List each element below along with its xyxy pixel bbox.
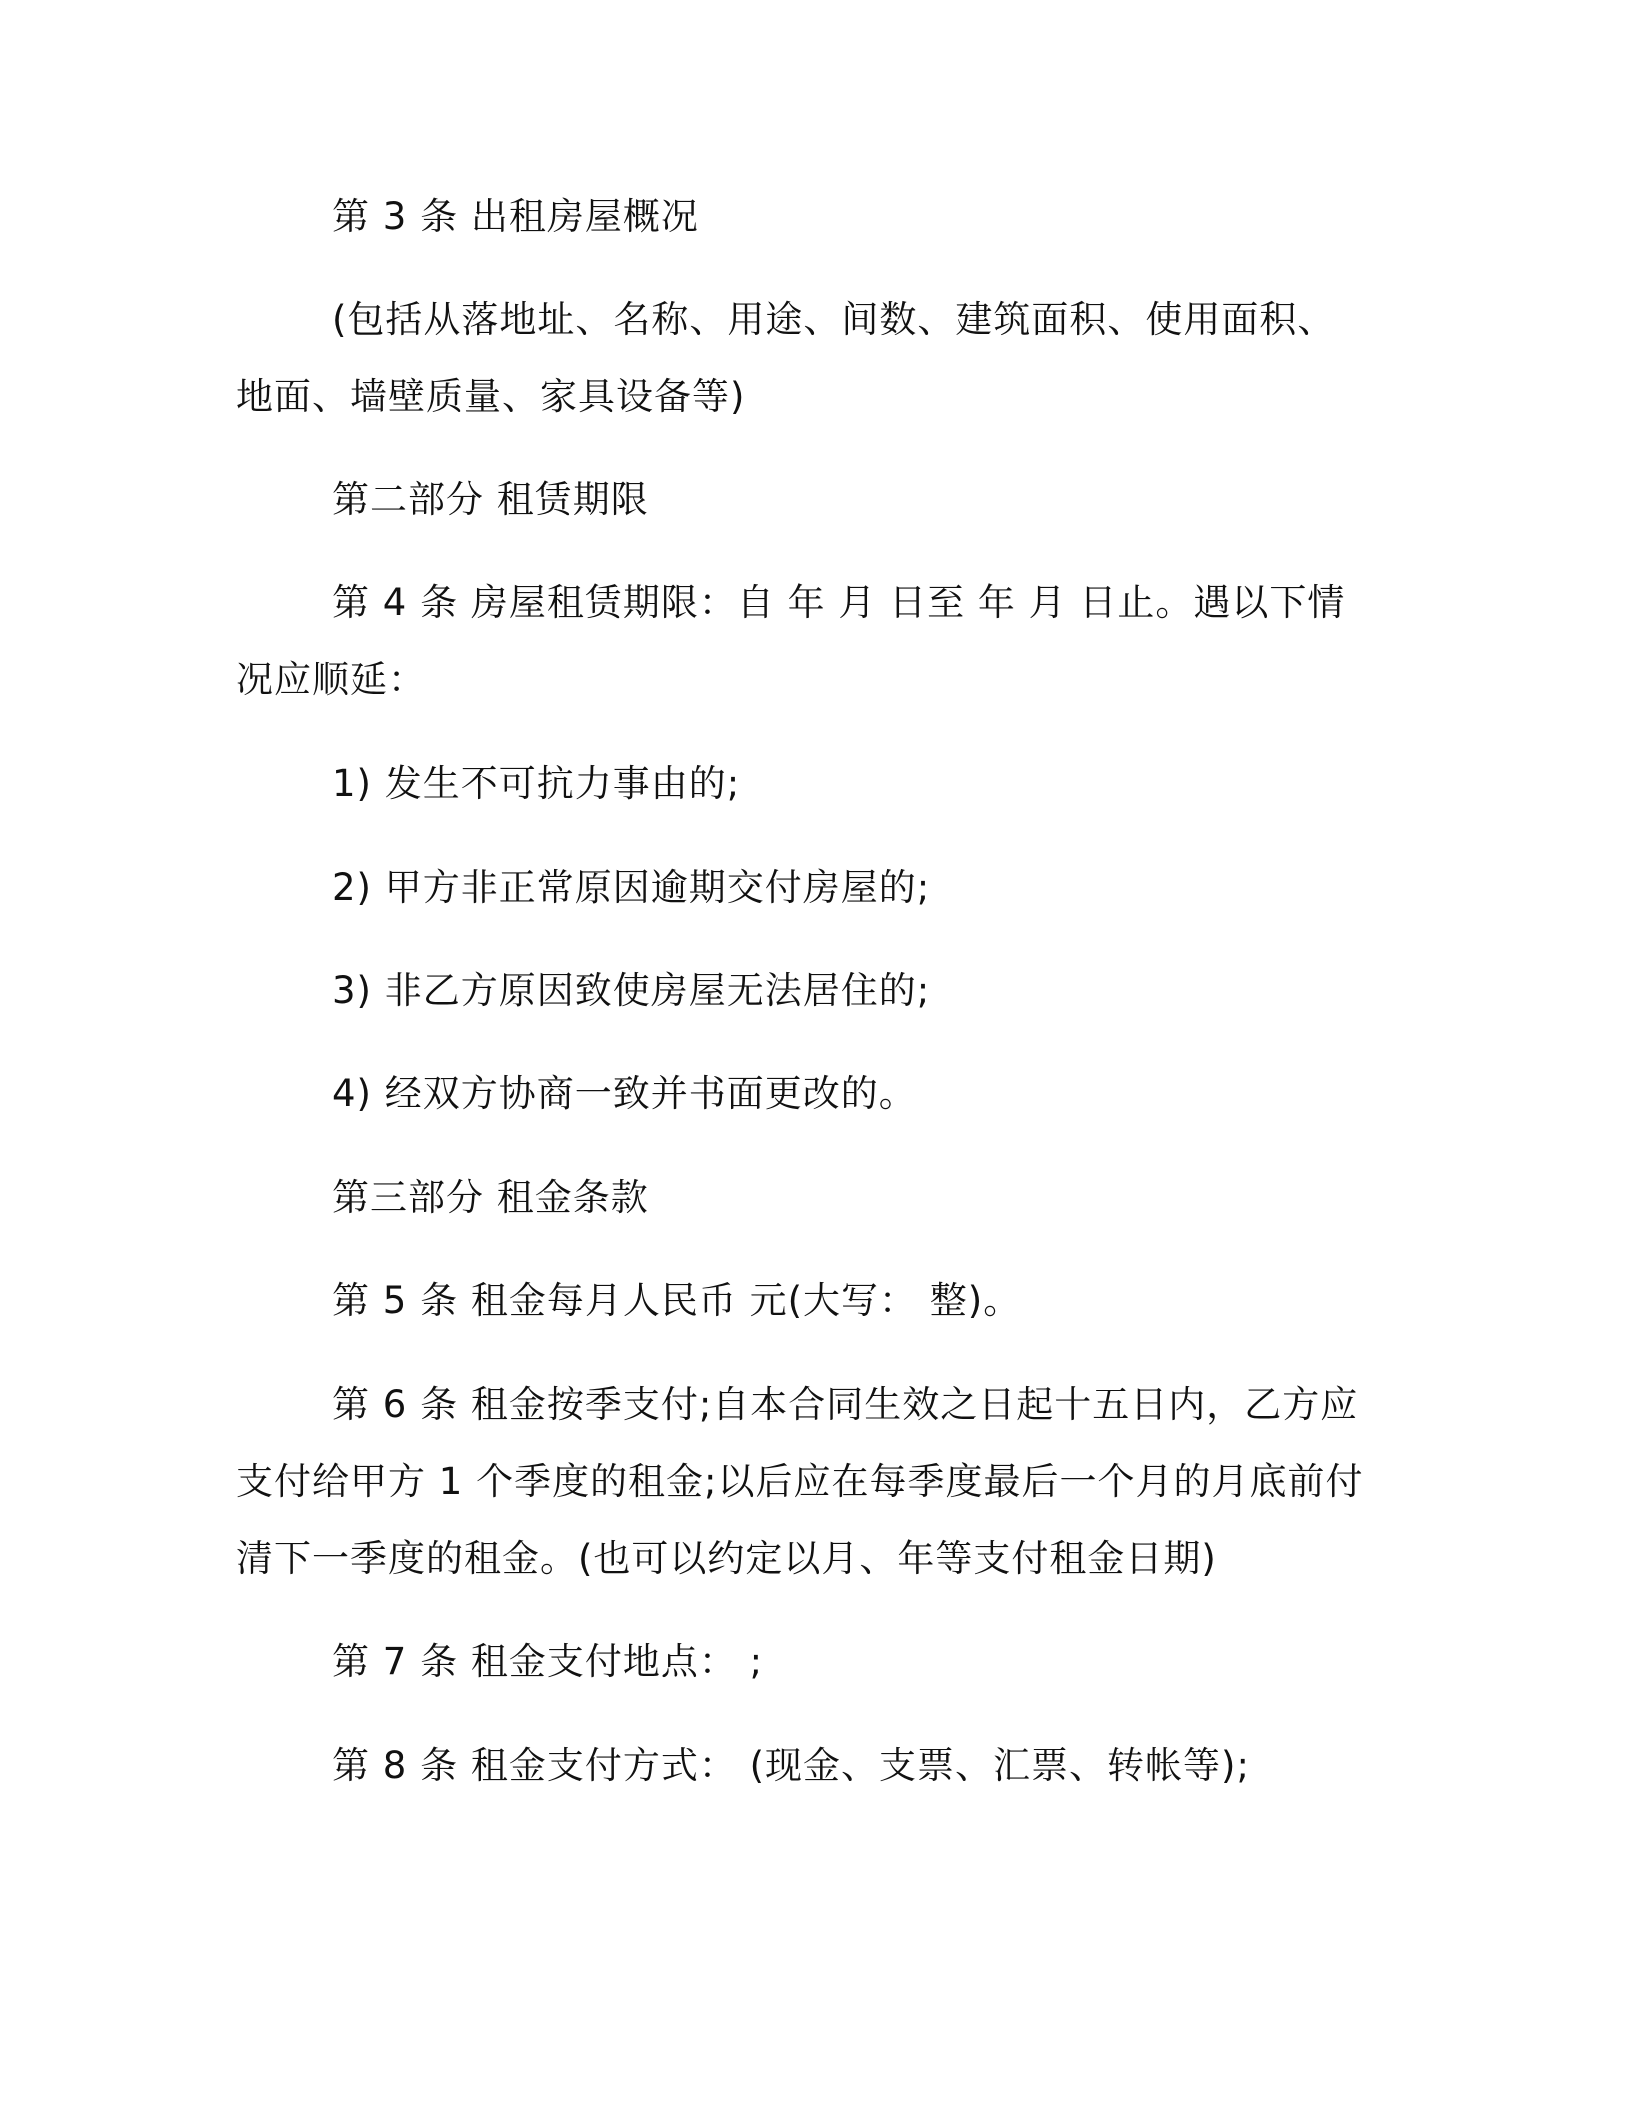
article-8-text: 第 8 条 租金支付方式： (现金、支票、汇票、转帐等); <box>332 1744 1250 1787</box>
list-item-3: 3) 非乙方原因致使房屋无法居住的; <box>332 969 931 1012</box>
part-2-heading: 第二部分 租赁期限 <box>332 478 649 521</box>
list-item-1: 1) 发生不可抗力事由的; <box>332 762 741 805</box>
article-4-text: 第 4 条 房屋租赁期限：自 年 月 日至 年 月 日止。遇以下情况应顺延： <box>236 581 1346 701</box>
article-5-text: 第 5 条 租金每月人民币 元(大写： 整)。 <box>332 1279 1022 1322</box>
article-6-text: 第 6 条 租金按季支付;自本合同生效之日起十五日内，乙方应支付给甲方 1 个季度的租金;以后应在每季度最后一个月的月底前付清下一季度的租金。(也可以约定以月、年等支付租金日期) <box>236 1383 1364 1580</box>
list-item-2: 2) 甲方非正常原因逾期交付房屋的; <box>332 866 931 909</box>
part-3-heading: 第三部分 租金条款 <box>332 1176 649 1219</box>
list-item-4: 4) 经双方协商一致并书面更改的。 <box>332 1072 917 1115</box>
article-3-description: (包括从落地址、名称、用途、间数、建筑面积、使用面积、地面、墙壁质量、家具设备等) <box>236 298 1336 418</box>
article-7-text: 第 7 条 租金支付地点： ; <box>332 1640 764 1683</box>
article-3-heading: 第 3 条 出租房屋概况 <box>332 195 699 238</box>
